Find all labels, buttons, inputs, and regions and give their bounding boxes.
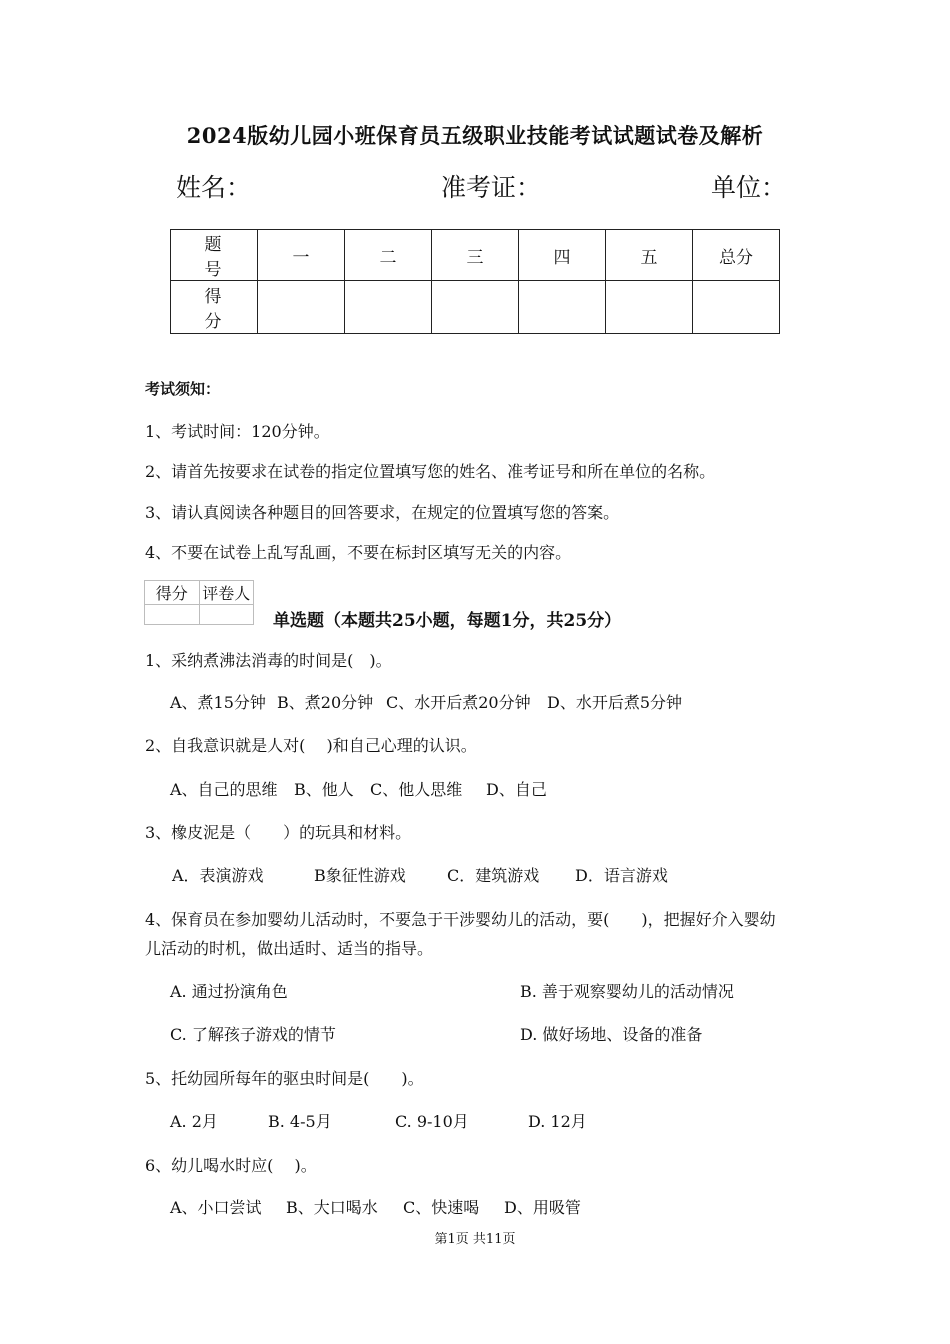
question-stem: 2、自我意识就是人对( )和自己心理的认识。 — [145, 736, 477, 755]
grader-name-label: 评卷人 — [199, 581, 254, 605]
question-stem: 5、托幼园所每年的驱虫时间是( )。 — [145, 1069, 424, 1088]
score-header-label: 题 号 — [171, 230, 258, 281]
document-title: 2024版幼儿园小班保育员五级职业技能考试试题试卷及解析 — [186, 123, 764, 148]
option[interactable]: B、他人 — [294, 780, 354, 799]
section-heading: 单选题（本题共25小题，每题1分，共25分） — [273, 611, 622, 631]
score-table — [170, 229, 780, 334]
option[interactable]: A、自己的思维 — [170, 780, 278, 799]
score-header-total: 总分 — [693, 230, 780, 281]
question-stem: 1、采纳煮沸法消毒的时间是( )。 — [145, 651, 392, 670]
score-header-1: 一 — [258, 230, 345, 281]
notice-item: 2、请首先按要求在试卷的指定位置填写您的姓名、准考证号和所在单位的名称。 — [145, 462, 716, 481]
grader-box — [144, 580, 254, 625]
notice-item: 3、请认真阅读各种题目的回答要求，在规定的位置填写您的答案。 — [145, 503, 620, 522]
score-header-4: 四 — [519, 230, 606, 281]
option[interactable]: C. 了解孩子游戏的情节 — [170, 1025, 336, 1044]
unit-field-label: 单位： — [711, 173, 787, 202]
score-cell-3[interactable] — [432, 281, 519, 334]
option[interactable]: C、他人思维 — [370, 780, 463, 799]
option[interactable]: D. 12月 — [528, 1112, 587, 1131]
grader-name-cell[interactable] — [199, 605, 254, 625]
option[interactable]: D、自己 — [486, 780, 547, 799]
option[interactable]: A．表演游戏 — [172, 866, 264, 885]
score-row-label: 得 分 — [171, 281, 258, 334]
option[interactable]: B象征性游戏 — [314, 866, 406, 885]
option[interactable]: D、用吸管 — [504, 1198, 581, 1217]
option[interactable]: C、快速喝 — [403, 1198, 480, 1217]
score-cell-5[interactable] — [606, 281, 693, 334]
score-cell-1[interactable] — [258, 281, 345, 334]
notice-heading: 考试须知： — [145, 380, 221, 398]
option[interactable]: A. 通过扮演角色 — [170, 982, 288, 1001]
score-cell-4[interactable] — [519, 281, 606, 334]
option[interactable]: D、水开后煮5分钟 — [547, 693, 683, 712]
option[interactable]: D. 做好场地、设备的准备 — [520, 1025, 703, 1044]
exam-id-field-label: 准考证： — [441, 173, 542, 202]
score-cell-2[interactable] — [345, 281, 432, 334]
option[interactable]: A. 2月 — [170, 1112, 218, 1131]
question-stem: 4、保育员在参加婴幼儿活动时，不要急于干涉婴幼儿的活动，要( )，把握好介入婴幼 — [145, 910, 776, 929]
grader-score-cell[interactable] — [145, 605, 200, 625]
option[interactable]: C. 9-10月 — [395, 1112, 469, 1131]
notice-item: 4、不要在试卷上乱写乱画，不要在标封区填写无关的内容。 — [145, 543, 572, 562]
option[interactable]: C．建筑游戏 — [447, 866, 540, 885]
question-stem-continued: 儿活动的时机，做出适时、适当的指导。 — [145, 939, 434, 958]
page-footer: 第1页 共11页 — [434, 1232, 516, 1247]
option[interactable]: B、煮20分钟 — [277, 693, 374, 712]
option[interactable]: B. 4-5月 — [268, 1112, 332, 1131]
option[interactable]: B. 善于观察婴幼儿的活动情况 — [520, 982, 734, 1001]
score-header-2: 二 — [345, 230, 432, 281]
option[interactable]: A、煮15分钟 — [170, 693, 266, 712]
score-header-5: 五 — [606, 230, 693, 281]
option[interactable]: D．语言游戏 — [575, 866, 668, 885]
score-header-3: 三 — [432, 230, 519, 281]
notice-item: 1、考试时间：120分钟。 — [145, 422, 330, 441]
question-stem: 6、幼儿喝水时应( )。 — [145, 1156, 317, 1175]
option[interactable]: C、水开后煮20分钟 — [386, 693, 531, 712]
option[interactable]: B、大口喝水 — [286, 1198, 378, 1217]
name-field-label: 姓名： — [176, 173, 252, 202]
question-stem: 3、橡皮泥是（ ）的玩具和材料。 — [145, 823, 412, 842]
score-cell-total[interactable] — [693, 281, 780, 334]
grader-score-label: 得分 — [145, 581, 200, 605]
option[interactable]: A、小口尝试 — [170, 1198, 262, 1217]
